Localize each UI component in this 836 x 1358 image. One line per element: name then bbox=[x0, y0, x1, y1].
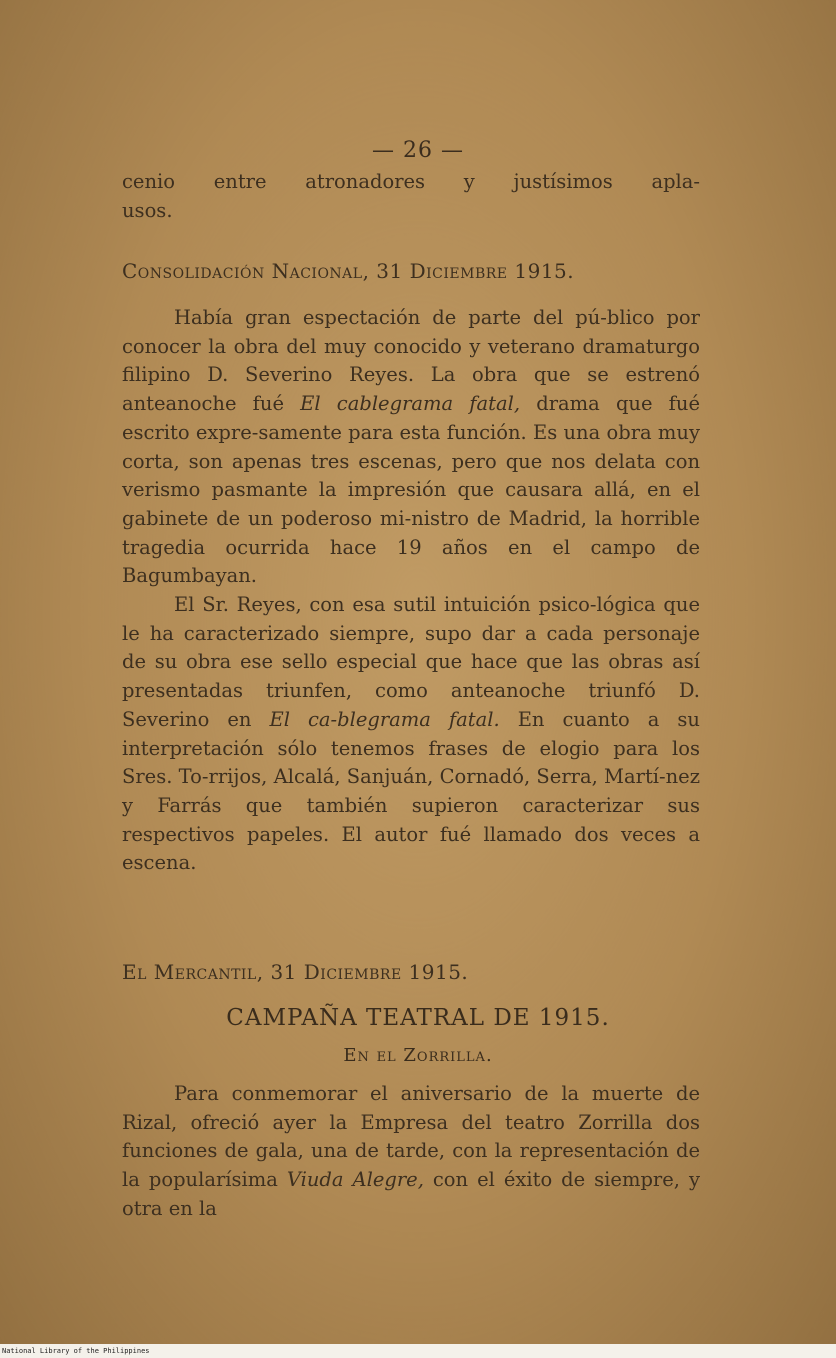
article-1-paragraph-1 bbox=[122, 304, 700, 591]
article-1-p2-text-a: El Sr. Reyes, con esa sutil intuición psico-lógica que le ha caracterizado siempre, supo dar a cada personaje de su obra ese sello especial que hace que las obras así presentadas triunfen, como anteanoche triunfó D. Severino en bbox=[122, 593, 700, 731]
continuation-line-2: usos. bbox=[122, 198, 173, 222]
article-2 bbox=[122, 1080, 700, 1224]
article-2-p1-text-b: con el éxito de siempre, y otra en la bbox=[122, 1168, 700, 1220]
article-1-p1-text-a: Había gran espectación de parte del pú-blico por conocer la obra del muy conocido y veterano dramaturgo filipino D. Severino Reyes. La obra que se estrenó anteanoche fué bbox=[122, 306, 700, 416]
continuation-text bbox=[122, 168, 700, 225]
page-number: — 26 — bbox=[372, 138, 464, 163]
article-2-p1-text-a: Para conmemorar el aniversario de la muerte de Rizal, ofreció ayer la Empresa del teatro Zorrilla dos funciones de gala, una de tarde, con la representación de la popularísima bbox=[122, 1082, 700, 1192]
section-heading: CAMPAÑA TEATRAL DE 1915. bbox=[226, 1005, 610, 1031]
article-1-p1-title: El cablegrama fatal, bbox=[300, 392, 521, 416]
source-citation-2-text: El Mercantil, 31 Diciembre 1915. bbox=[122, 960, 469, 984]
library-watermark: National Library of the Philippines bbox=[0, 1344, 836, 1358]
source-citation-1 bbox=[122, 257, 700, 286]
article-1-p2-text-b: En cuanto a su interpretación sólo tenemos frases de elogio para los Sres. To-rrijos, Alcalá, Sanjuán, Cornadó, Serra, Martí-nez y Farrás que también supieron caracterizar sus respectivos papeles. El autor fué llamado dos veces a escena. bbox=[122, 707, 700, 875]
article-1-p1-text-b: drama que fué escrito expre-samente para esta función. Es una obra muy corta, son apenas tres escenas, pero que nos delata con verismo pasmante la impresión que causara allá, en el gabinete de un poderoso mi-nistro de Madrid, la horrible tragedia ocurrida hace 19 años en el campo de Bagumbayan. bbox=[122, 392, 701, 588]
section-subheading: En el Zorrilla. bbox=[343, 1045, 493, 1066]
article-1-paragraph-2 bbox=[122, 591, 700, 878]
article-1 bbox=[122, 304, 700, 878]
continuation-line-1: cenio entre atronadores y justísimos apla- bbox=[122, 170, 700, 193]
article-1-p2-title: El ca-blegrama fatal. bbox=[269, 707, 500, 731]
article-2-paragraph-1 bbox=[122, 1080, 700, 1224]
source-citation-1-text: Consolidación Nacional, 31 Diciembre 1915. bbox=[122, 259, 575, 283]
article-2-p1-title: Viuda Alegre, bbox=[286, 1168, 424, 1192]
source-citation-2 bbox=[122, 958, 700, 987]
